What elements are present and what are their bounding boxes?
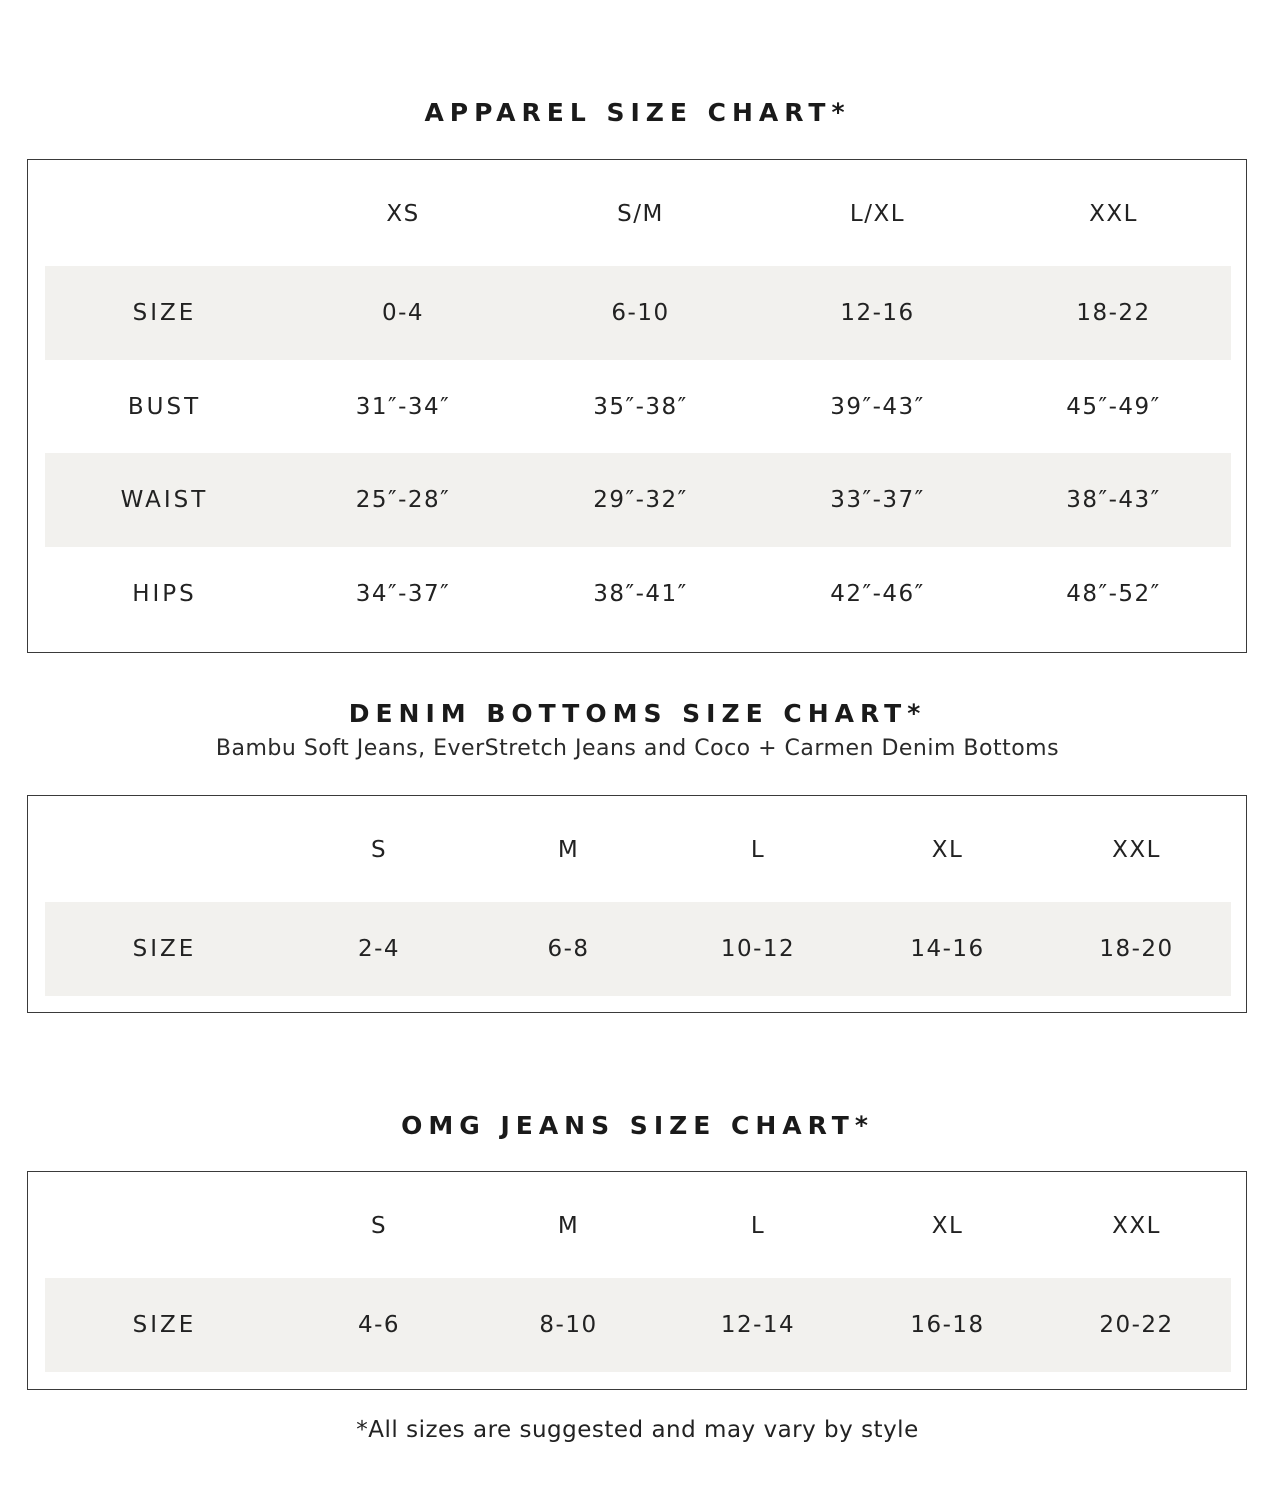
denim-header-row <box>45 803 1231 897</box>
row-label: SIZE <box>132 300 197 326</box>
table-cell: 42″-46″ <box>830 581 925 607</box>
table-cell: 10-12 <box>720 936 796 962</box>
table-cell: 14-16 <box>910 936 985 962</box>
table-cell: 48″-52″ <box>1066 581 1161 607</box>
table-cell: 31″-34″ <box>355 394 451 420</box>
denim-col-header: L <box>750 837 766 863</box>
table-cell: 25″-28″ <box>355 487 451 513</box>
table-cell: 18-20 <box>1099 936 1174 962</box>
omg-header-row <box>45 1179 1231 1273</box>
table-cell: 12-14 <box>720 1312 796 1338</box>
table-cell: 45″-49″ <box>1066 394 1161 420</box>
denim-col-header: S <box>370 837 388 863</box>
table-row <box>45 1278 1231 1372</box>
row-label: WAIST <box>120 487 209 513</box>
denim-chart-title: DENIM BOTTOMS SIZE CHART* <box>348 699 927 728</box>
table-cell: 2-4 <box>357 936 401 962</box>
table-row <box>45 547 1231 641</box>
row-label: SIZE <box>132 936 197 962</box>
denim-chart-subtitle: Bambu Soft Jeans, EverStretch Jeans and Coco + Carmen Denim Bottoms <box>215 736 1060 761</box>
apparel-size-table <box>27 159 1247 653</box>
table-cell: 6-8 <box>547 936 590 962</box>
table-cell: 18-22 <box>1076 300 1151 326</box>
footnote: *All sizes are suggested and may vary by style <box>356 1417 919 1443</box>
table-cell: 4-6 <box>357 1312 401 1338</box>
table-row <box>45 266 1231 360</box>
table-row <box>45 902 1231 996</box>
omg-chart-title: OMG JEANS SIZE CHART* <box>401 1111 874 1140</box>
apparel-header-row <box>45 167 1231 261</box>
apparel-col-header: L/XL <box>849 201 906 227</box>
row-label: SIZE <box>132 1312 197 1338</box>
omg-size-table <box>27 1171 1247 1390</box>
row-label: BUST <box>127 394 202 420</box>
apparel-chart-title: APPAREL SIZE CHART* <box>424 98 851 127</box>
omg-col-header: XXL <box>1112 1213 1161 1239</box>
table-row <box>45 360 1231 454</box>
omg-col-header: L <box>750 1213 766 1239</box>
table-cell: 35″-38″ <box>593 394 688 420</box>
denim-col-header: XXL <box>1112 837 1161 863</box>
apparel-col-header: S/M <box>617 201 664 227</box>
apparel-col-header: XXL <box>1089 201 1138 227</box>
table-cell: 0-4 <box>381 300 425 326</box>
table-cell: 33″-37″ <box>830 487 925 513</box>
table-cell: 38″-43″ <box>1066 487 1161 513</box>
denim-size-table <box>27 795 1247 1013</box>
table-cell: 6-10 <box>611 300 670 326</box>
omg-col-header: S <box>370 1213 388 1239</box>
table-row <box>45 453 1231 547</box>
apparel-col-header: XS <box>386 201 420 227</box>
omg-col-header: XL <box>931 1213 964 1239</box>
denim-col-header: XL <box>931 837 964 863</box>
table-cell: 34″-37″ <box>355 581 451 607</box>
table-cell: 38″-41″ <box>593 581 688 607</box>
table-cell: 29″-32″ <box>593 487 688 513</box>
table-cell: 20-22 <box>1099 1312 1174 1338</box>
table-cell: 8-10 <box>539 1312 598 1338</box>
denim-col-header: M <box>557 837 580 863</box>
row-label: HIPS <box>132 581 197 607</box>
table-cell: 39″-43″ <box>830 394 925 420</box>
omg-col-header: M <box>557 1213 580 1239</box>
table-cell: 12-16 <box>840 300 915 326</box>
table-cell: 16-18 <box>910 1312 985 1338</box>
